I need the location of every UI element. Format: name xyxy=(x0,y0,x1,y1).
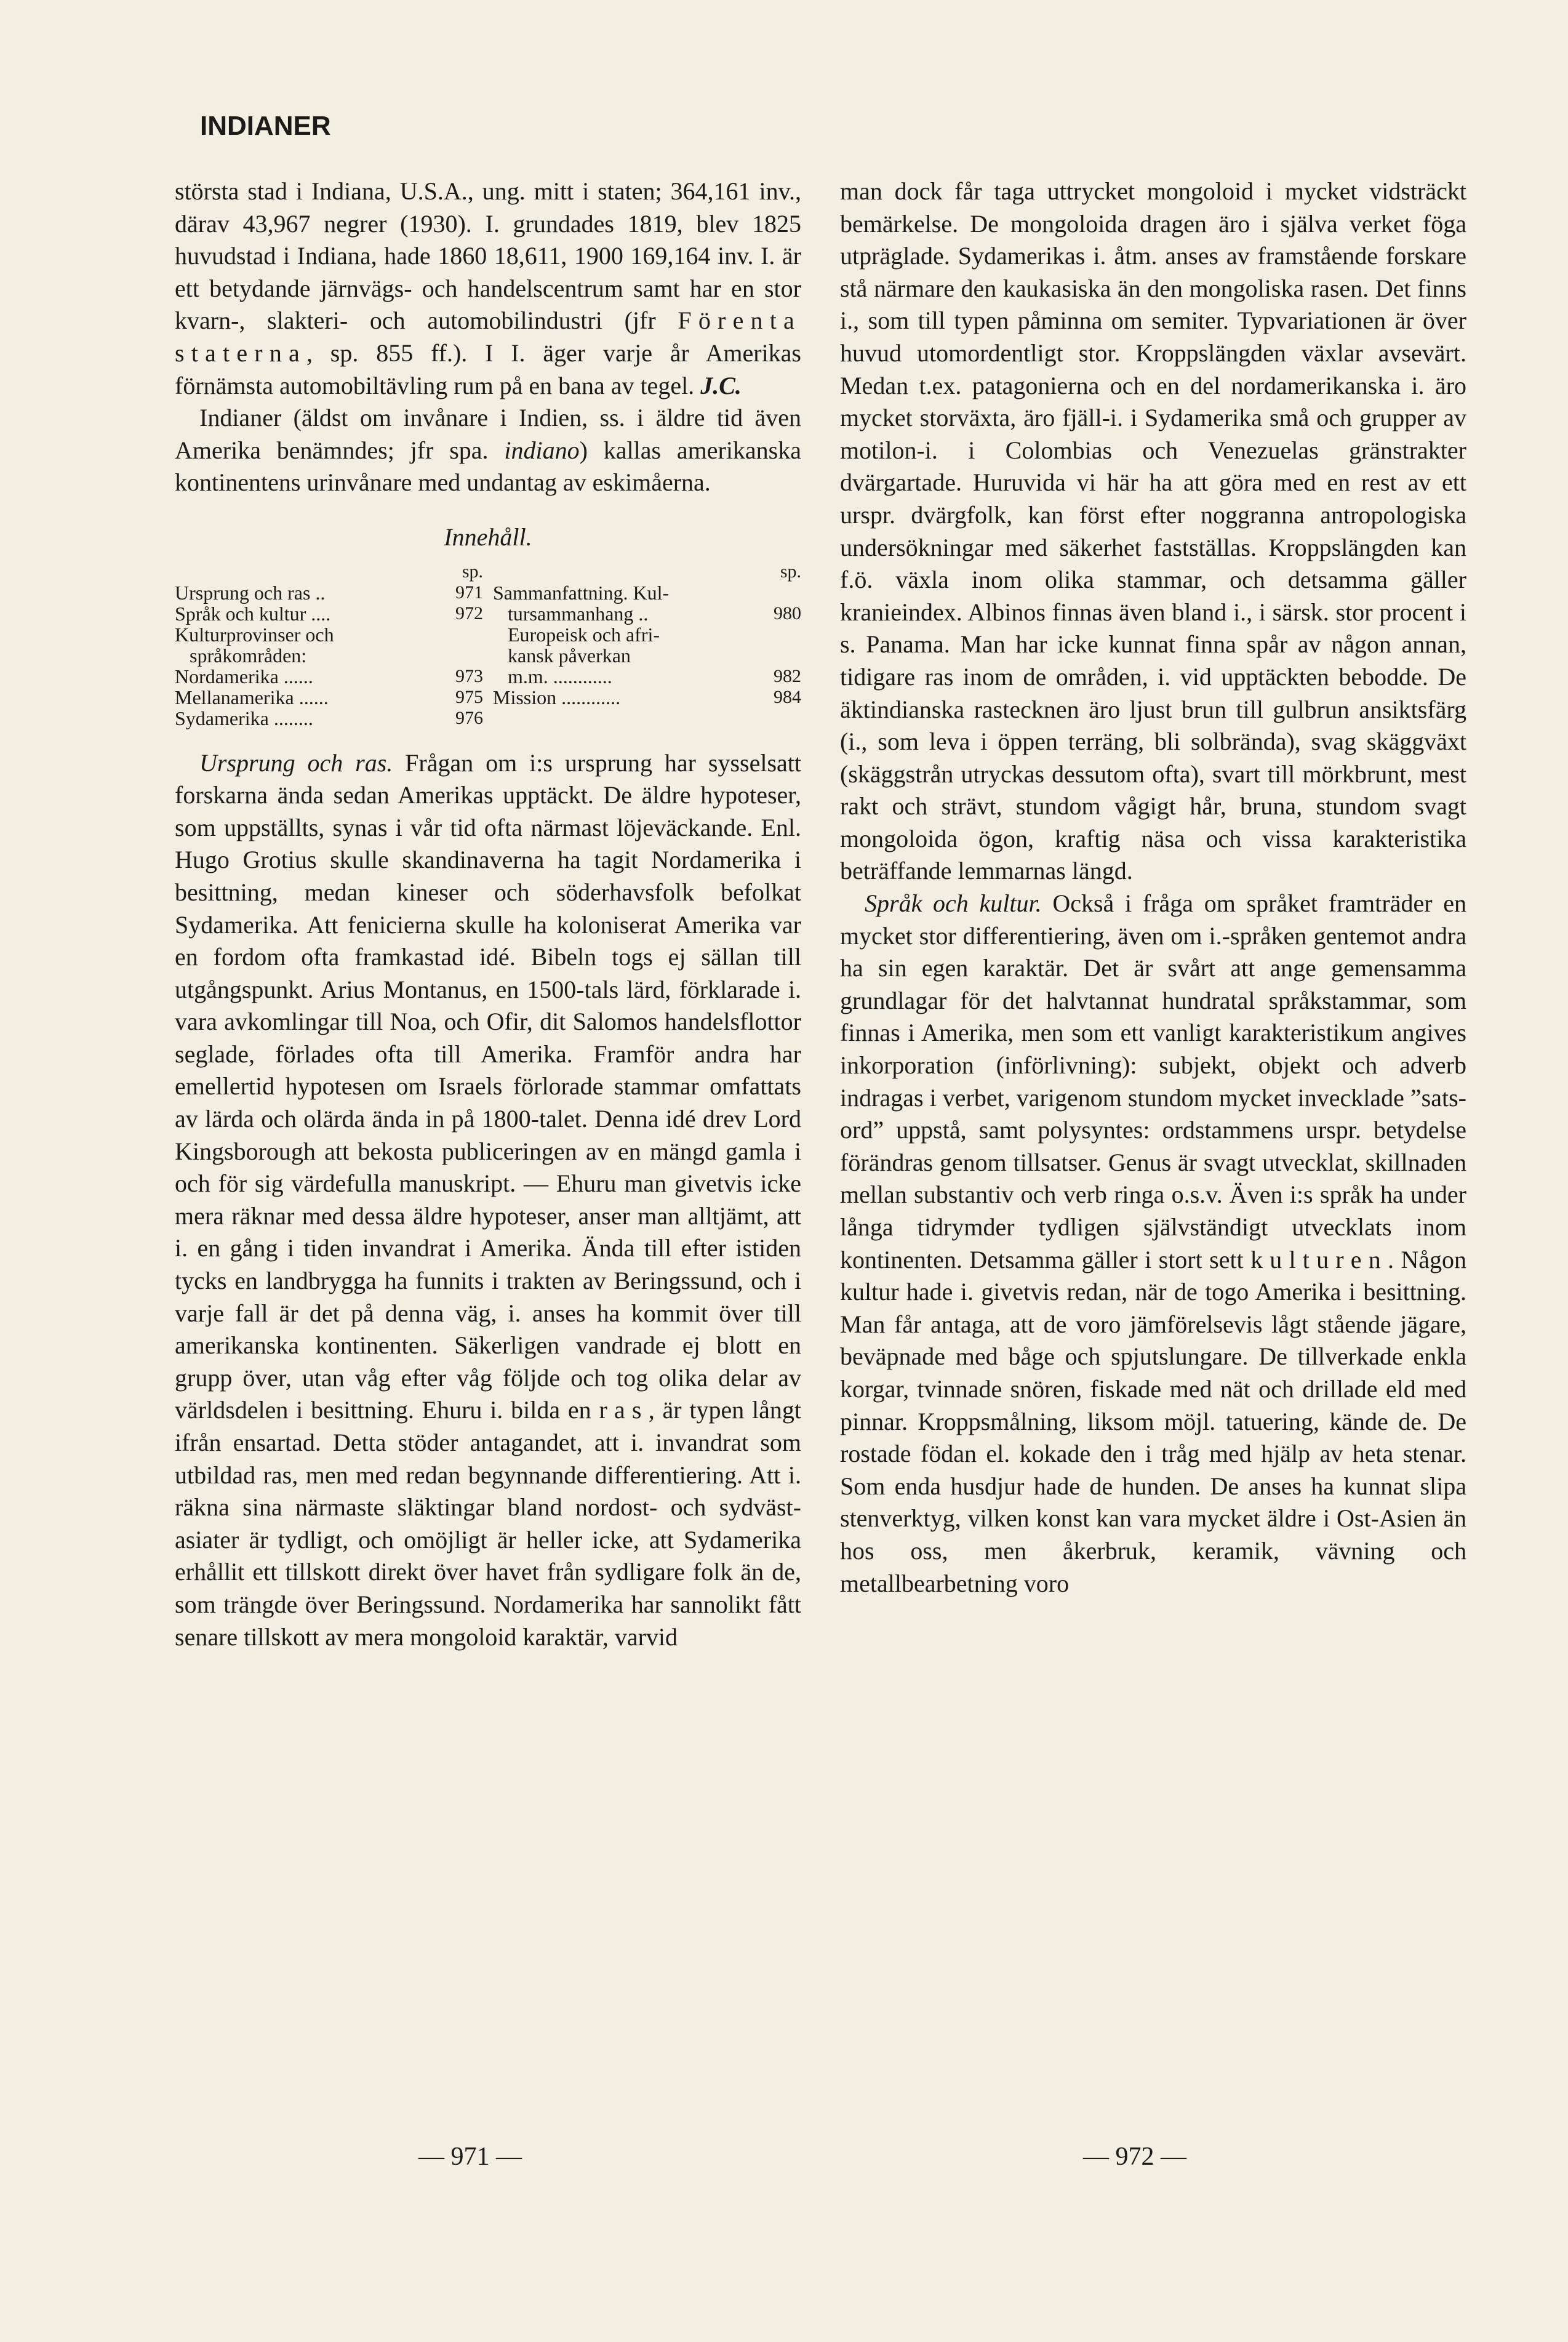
toc-row xyxy=(175,582,801,603)
toc-entry xyxy=(493,708,647,729)
table-of-contents xyxy=(175,561,801,729)
toc-row xyxy=(175,624,801,645)
ursprung-section: Ursprung och ras. Frågan om i:s ursprung har sysselsatt forskarna ända sedan Amerikas upptäckt. De äldre hypoteser, som uppställts, synas i vår tid ofta närmast löjeväckande. Enl. Hugo Grotius skulle skandinaverna ha tagit Nordamerika i besittning, medan kineser och söderhavsfolk befolkat Sydamerika. Att fenicierna skulle ha koloniserat Amerika var en fordom ofta framkastad idé. Bibeln togs ej sällan till utgångspunkt. Arius Montanus, en 1500-tals lärd, förklarade i. vara avkomlingar till Noa, och Ofir, dit Salomos handelsflottor seglade, förlades ofta till Amerika. Framför andra har emellertid hypotesen om Israels förlorade stammar omfattats av lärda och olärda ända in på 1800-talet. Denna idé drev Lord Kingsborough att bekosta publiceringen av en mängd gamla i och för sig värdefulla manuskript. — Ehuru man givetvis icke mera räknar med dessa äldre hypoteser, anser man alltjämt, att i. en gång i tiden invandrat i Amerika. Ända till efter istiden tycks en landbrygga ha funnits i trakten av Beringssund, och i varje fall är det på denna väg, i. anses ha kommit över till amerikanska kontinenten. Säkerligen vandrade ej blott en grupp över, utan våg efter våg följde och tog olika delar av världsdelen i besittning. Ehuru i. bilda en ras, är typen långt ifrån ensartad. Detta stöder antagandet, att i. invandrat som utbildad ras, men med redan begynnande differentiering. Att i. räkna sina närmaste släktingar bland nordost- och sydväst-asiater är tydligt, och omöjligt är heller icke, att Sydamerika erhållit ett tillskott direkt över havet från sydligare folk än de, som trängde över Beringssund. Nordamerika har sannolikt fått senare tillskott av mera mongoloid karaktär, varvid xyxy=(175,748,801,1651)
spaced-term: Förenta staterna xyxy=(175,307,801,367)
toc-entry: Europeisk och afri- xyxy=(508,623,660,646)
toc-col-header: sp. xyxy=(780,561,801,582)
toc-row xyxy=(175,708,801,729)
toc-entry: Språk och kultur .... xyxy=(175,602,331,625)
page-number-left: — 971 — xyxy=(418,2143,522,2171)
sprak-section: Språk och kultur. Också i fråga om språket framträder en mycket stor differentiering, även om i.-språken gentemot andra ha sin egen karaktär. Det är svårt att ange gemensamma grundlagar för det halvtannat hundratal språkstammar, som finnas i Amerika, men som ett vanligt karakteristikum angives inkorporation (införlivning): subjekt, objekt och adverb indragas i verbet, varigenom stundom mycket invecklade ”sats-ord” uppstå, samt polysyntes: ordstammens urspr. betydelse förändras genom tillsatser. Genus är svagt utvecklat, skillnaden mellan substantiv och verb ringa o.s.v. Även i:s språk ha under långa tidrymder tydligen självständigt utvecklats inom kontinenten. Detsamma gäller i stort sett kulturen. Någon kultur hade i. givetvis redan, när de togo Amerika i besittning. Man får antaga, att de voro jämförelsevis lågt stående jägare, beväpnade med båge och spjutslungare. De tillverkade enkla korgar, tvinnade snören, fiskade med nät och drillade eld med pinnar. Kroppsmålning, liksom möjl. tatuering, kände de. De rostade födan el. kokade den i tråg med hjälp av heta stenar. Som enda husdjur hade de hunden. De anses ha kunnat slipa stenverktyg, vilken konst kan vara mycket äldre i Ost-Asien än hos oss, men åkerbruk, keramik, vävning och metallbearbetning voro xyxy=(840,889,1466,1597)
toc-entry: Ursprung och ras .. xyxy=(175,581,326,604)
ras-continuation: man dock får taga uttrycket mongoloid i mycket vidsträckt bemärkelse. De mongoloida dragen äro i själva verket föga utpräglade. Sydamerikas i. åtm. anses av framstående forskare stå närmare den kaukasiska än den mongoliska rasen. Det finns i., som till typen påminna om semiter. Typvariationen är över huvud utomordentligt stor. Kroppslängden växlar avsevärt. Medan t.ex. patagonierna och en del nordamerikanska i. äro mycket storväxta, äro fjäll-i. i Sydamerika små och grupper av motilon-i. i Colombias och Venezuelas gränstrakter dvärgartade. Huruvida vi här ha att göra med en rest av ett urspr. dvärgfolk, kan först efter noggranna antropologiska undersökningar med säkerhet fastställas. Kroppslängden kan f.ö. växla inom olika stammar, och detsamma gäller kranieindex. Albinos finnas även bland i., i särsk. stor procent i s. Panama. Man har icke kunnat finna spår av någon annan, tidigare ras inom de områden, i. vid upptäckten bebodde. De äktindianska rastecknen äro ljust brun till gulbrun ansiktsfärg (i., som leva i öppen terräng, bli solbrända), svag skäggväxt (skäggstrån utryckas dessutom ofta), svart till mörkbrunt, mest rakt och strävt, stundom vågigt hår, bruna, stundom svagt mongoloida ögon, kraftig näsa och vissa karakteristika beträffande lemmarnas längd. xyxy=(840,177,1466,885)
toc-entry: Mellanamerika ...... xyxy=(175,686,329,708)
toc-row xyxy=(175,645,801,666)
section-heading: Språk och kultur. xyxy=(865,889,1042,918)
indianer-definition: Indianer (äldst om invånare i Indien, ss. i äldre tid även Amerika benämndes; jfr spa. indiano) kallas amerikanska kontinentens urinvånare med undantag av eskimåerna. xyxy=(175,404,802,497)
toc-page: 976 xyxy=(455,707,483,728)
toc-row xyxy=(175,666,801,687)
toc-entry: Sammanfattning. Kul- xyxy=(493,581,670,604)
toc-page xyxy=(647,624,802,645)
toc-header-row xyxy=(175,561,801,582)
left-column xyxy=(175,175,801,1653)
toc-page: 980 xyxy=(774,603,801,624)
toc-page: 984 xyxy=(774,686,801,707)
toc-page: 982 xyxy=(774,665,801,686)
toc-page: 972 xyxy=(455,603,483,624)
toc-entry: Kulturprovinser och xyxy=(175,623,334,646)
author-signature: J.C. xyxy=(700,371,742,399)
indiana-paragraph: största stad i Indiana, U.S.A., ung. mitt i staten; 364,161 inv., därav 43,967 negrer (1930). I. grundades 1819, blev 1825 huvudstad i Indiana, hade 1860 18,611, 1900 169,164 inv. I. är ett betydande järnvägs- och handelscentrum samt har en stor kvarn-, slakteri- och automobilindustri (jfr Förenta staterna, sp. 855 ff.). I I. äger varje år Amerikas förnämsta automobiltävling rum på en bana av tegel. J.C. xyxy=(175,177,801,399)
section-heading: Ursprung och ras. xyxy=(199,748,393,777)
spaced-term: kulturen xyxy=(1250,1245,1388,1273)
toc-entry: språkområden: xyxy=(190,644,307,667)
toc-page xyxy=(647,645,802,666)
toc-entry: m.m. ............ xyxy=(508,665,612,688)
running-header: INDIANER xyxy=(200,111,331,141)
spaced-term: ras xyxy=(599,1396,649,1424)
page-number-right: — 972 — xyxy=(1083,2143,1186,2171)
toc-entry: Nordamerika ...... xyxy=(175,665,313,688)
toc-col-header: sp. xyxy=(462,561,483,582)
toc-entry: tursammanhang .. xyxy=(508,602,649,625)
toc-page xyxy=(329,624,484,645)
toc-page: 973 xyxy=(455,665,483,686)
toc-row xyxy=(175,603,801,624)
toc-entry: Sydamerika ........ xyxy=(175,707,313,729)
toc-page: 971 xyxy=(455,582,483,603)
toc-row xyxy=(175,687,801,708)
toc-page xyxy=(647,582,802,603)
toc-title: Innehåll. xyxy=(444,523,532,551)
toc-entry: kansk påverkan xyxy=(508,644,631,667)
toc-page xyxy=(329,645,484,666)
toc-page xyxy=(647,708,802,729)
right-column xyxy=(840,175,1466,1600)
toc-page: 975 xyxy=(455,686,483,707)
toc-entry: Mission ............ xyxy=(493,686,621,708)
